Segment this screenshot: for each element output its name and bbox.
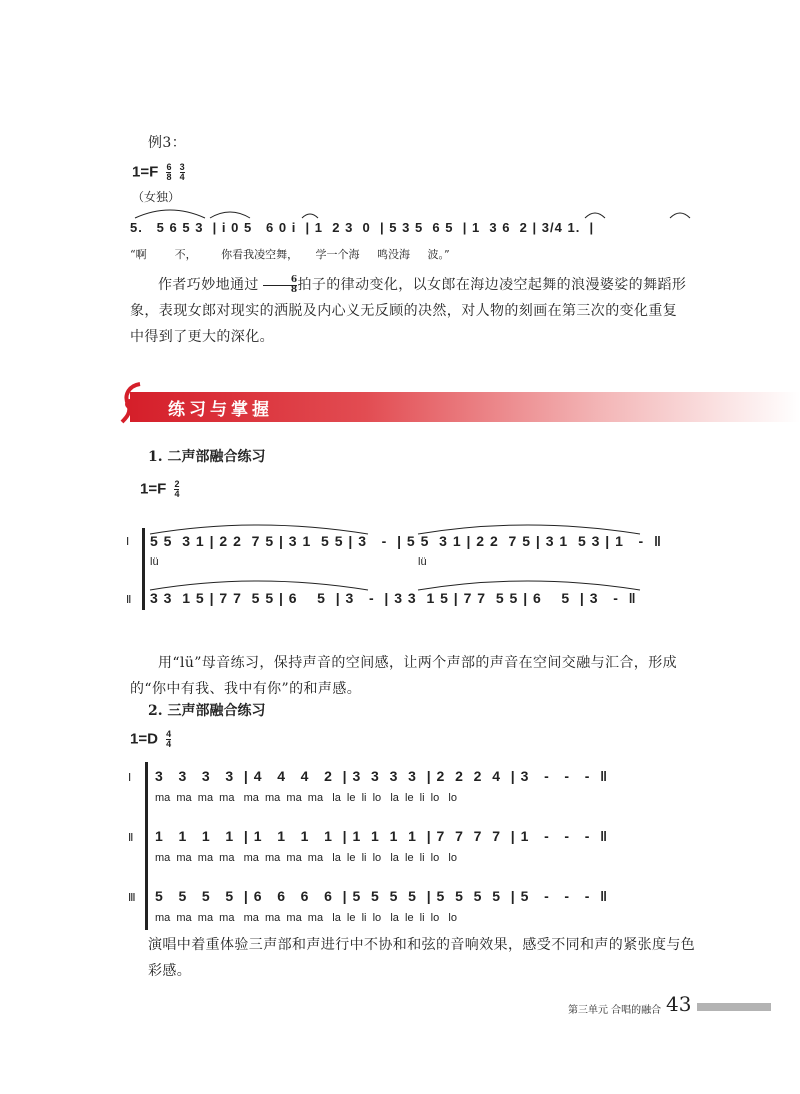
meter-3-4: $\frac{3}{4}$ <box>179 162 185 182</box>
footer-bar <box>697 1003 771 1011</box>
part-1-notes: 5 5 3 1 | 2 2 7 5 | 3 1 5 5 | 3 - | 5 5 3 1 | 2 2 7 5 | 3 1 5 3 | 1 - ‖ <box>150 533 662 549</box>
meter-6-8-inline: $\frac{6}{8}$ <box>263 276 298 295</box>
part-1-lyric-b: lü <box>418 556 427 568</box>
meter-4-4: $\frac{4}{4}$ <box>166 729 172 749</box>
part-1-lyric-a: lü <box>150 556 159 568</box>
page-number: 43 <box>666 992 692 1016</box>
example-notes: 5. 5 6 5 3 | i 0 5 6 0 i | 1 2 3 0 | 5 3 5 6 5 | 1 3 6 2 | 3/4 1. | <box>130 220 595 235</box>
exercise-1-heading: 1. 二声部融合练习 <box>148 449 266 465</box>
part-3c-notes: 5 5 5 5 | 6 6 6 6 | 5 5 5 5 | 5 5 5 5 | 5 - - - ‖ <box>155 888 609 904</box>
key-signature: 1=F $\frac{6}{8}$ $\frac{3}{4}$ <box>132 162 185 182</box>
exercise-2-heading: 2. 三声部融合练习 <box>148 703 266 719</box>
system-brace-3 <box>145 762 148 930</box>
exercise-2-key: 1=D $\frac{4}{4}$ <box>130 729 172 749</box>
part-3b-lyrics: ma ma ma ma ma ma ma ma la le li lo la le li lo lo <box>155 852 457 864</box>
footer-unit: 第三单元 合唱的融合 <box>568 1005 662 1016</box>
part-3c-label: Ⅲ <box>128 892 136 904</box>
part-1-label: Ⅰ <box>126 536 130 548</box>
part-3a-notes: 3 3 3 3 | 4 4 4 2 | 3 3 3 3 | 2 2 2 4 | 3 - - - ‖ <box>155 768 609 784</box>
part-3b-label: Ⅱ <box>128 832 134 844</box>
example-lyrics: “啊 不， 你看我凌空舞， 学一个海 鸣没海 波。” <box>130 248 450 261</box>
part-3c-lyrics: ma ma ma ma ma ma ma ma la le li lo la le li lo lo <box>155 912 457 924</box>
part-3a-label: Ⅰ <box>128 772 132 784</box>
part-2-label: Ⅱ <box>126 594 132 606</box>
exercise-1-description: 用“lü”母音练习，保持声音的空间感，让两个声部的声音在空间交融与汇合，形成的“你中有我、我中有你”的和声感。 <box>130 655 678 697</box>
example-label: 例3： <box>148 135 187 151</box>
banner-title: 练习与掌握 <box>168 400 273 420</box>
part-2-notes: 3 3 1 5 | 7 7 5 5 | 6 5 | 3 - | 3 3 1 5 | 7 7 5 5 | 6 5 | 3 - ‖ <box>150 590 637 606</box>
exercise-2-description: 演唱中着重体验三声部和声进行中不协和和弦的音响效果，感受不同和声的紧张度与色彩感。 <box>148 937 696 979</box>
paragraph-analysis: 作者巧妙地通过 $\frac{6}{8}$ 拍子的律动变化，以女郎在海边凌空起舞的浪漫婆娑的舞蹈形象，表现女郎对现实的洒脱及内心义无反顾的决然，对人物的刻画在第三次的变化重复中得到了更大的深化。 <box>130 274 687 345</box>
exercise-1-key: 1=F $\frac{2}{4}$ <box>140 479 180 499</box>
part-3b-notes: 1 1 1 1 | 1 1 1 1 | 1 1 1 1 | 7 7 7 7 | 1 - - - ‖ <box>155 828 609 844</box>
meter-2-4: $\frac{2}{4}$ <box>174 479 180 499</box>
solo-label: （女独） <box>132 190 181 204</box>
part-3a-lyrics: ma ma ma ma ma ma ma ma la le li lo la le li lo lo <box>155 792 457 804</box>
phrase-slurs <box>130 200 710 222</box>
system-brace <box>142 528 145 610</box>
meter-6-8: $\frac{6}{8}$ <box>166 162 172 182</box>
